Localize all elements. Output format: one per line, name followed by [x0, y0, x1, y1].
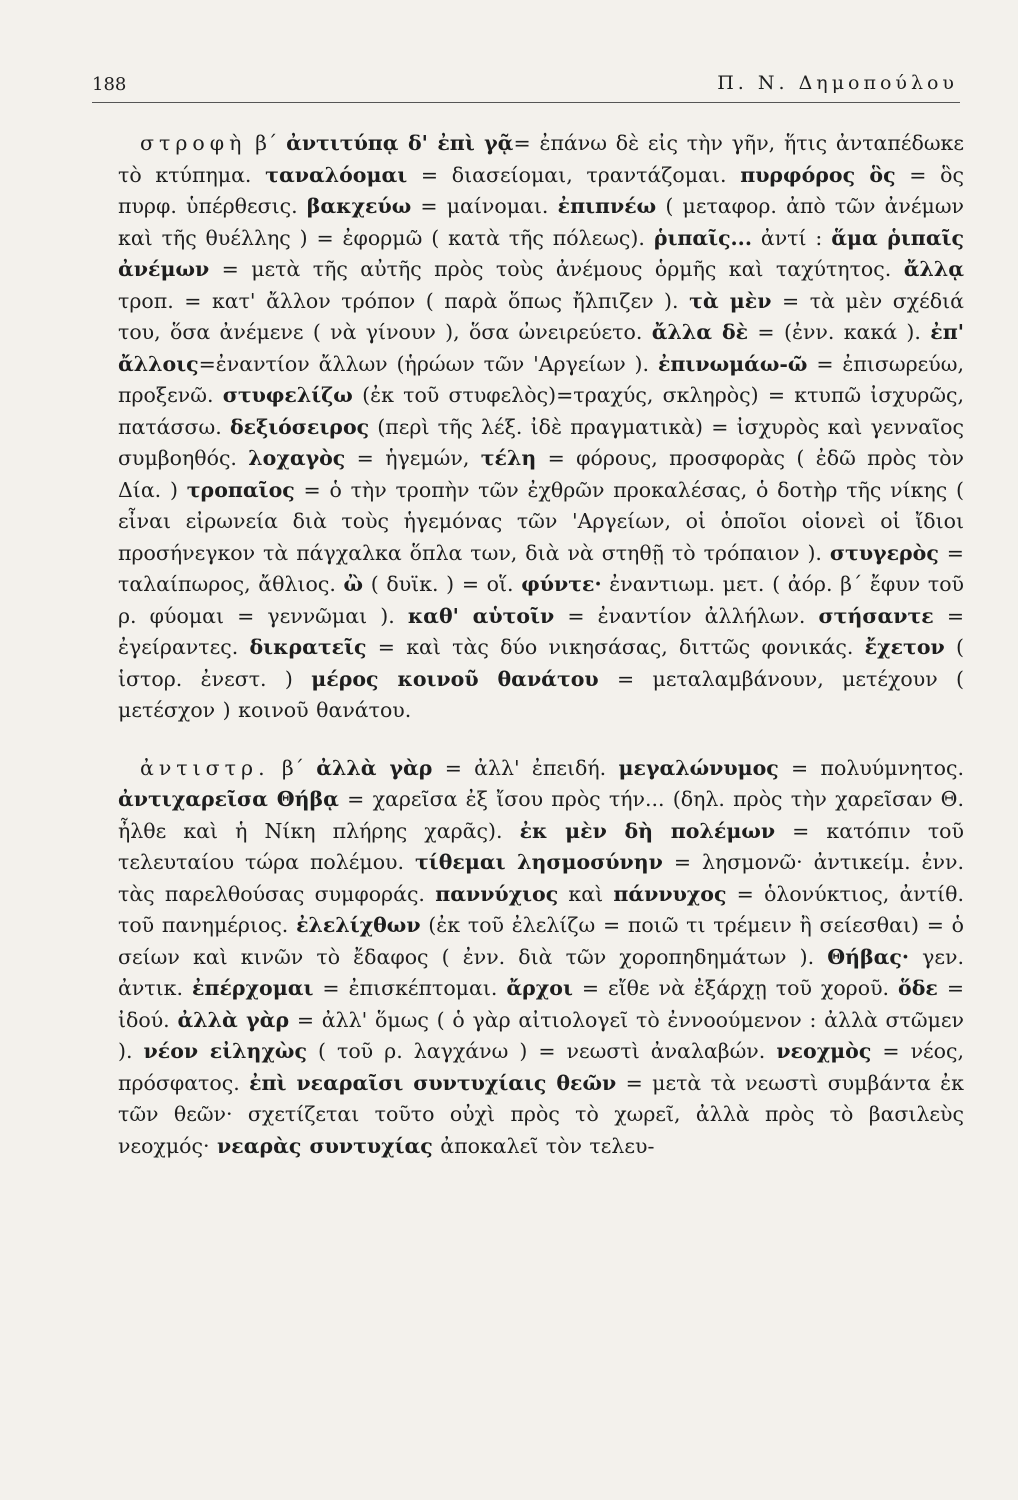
lemma-term: πυρφόρος ὃς	[740, 162, 896, 187]
lemma-term: ἅμα ῥιπαῖς ἀνέμων	[118, 225, 964, 281]
lemma-term: ἐπινωμάω-ῶ	[657, 351, 808, 376]
lemma-term: καθ' αὑτοῖν	[407, 603, 555, 628]
lemma-term: ἄρχοι	[506, 976, 573, 1000]
gloss-text: = ἐπισωρεύω, προξενῶ.	[118, 351, 964, 407]
gloss-text: = μετὰ τὰ νεωστὶ συμβάντα ἐκ τῶν θεῶν· σχετίζεται τοῦτο οὐχὶ πρὸς τὸ χωρεῖ, ἀλλὰ πρὸς τὸ βασιλεὺς νεοχμός·	[118, 1070, 964, 1158]
gloss-text: = καὶ τὰς δύο νικησάσας, διττῶς φονικάς.	[366, 635, 865, 659]
lemma-term: δεξιόσειρος	[229, 414, 370, 439]
gloss-text: γεν. ἀντικ.	[118, 944, 964, 1000]
gloss-text: (περὶ τῆς λέξ. ἰδὲ πραγματικὰ) = ἰσχυρὸς καὶ γενναῖος συμβοηθός.	[118, 414, 964, 470]
page-number: 188	[92, 74, 127, 95]
gloss-text: = μεταλαμβάνουν, μετέχουν ( μετέσχον ) κοινοῦ θανάτου.	[118, 666, 965, 722]
lemma-term: νέον εἰληχὼς	[143, 1039, 307, 1063]
gloss-text: ( ἱστορ. ἐνεστ. )	[118, 635, 964, 691]
lemma-term: στήσαντε	[818, 603, 934, 628]
gloss-text: = ἐπισκέπτομαι.	[313, 976, 507, 1000]
gloss-text: = εἴθε νὰ ἐξάρχῃ τοῦ χοροῦ.	[572, 976, 899, 1000]
gloss-text: = λησμονῶ· ἀντικείμ. ἐνν. τὰς παρελθούσας συμφοράς.	[118, 850, 964, 906]
gloss-text: =ἐναντίον ἄλλων (ἡρώων τῶν 'Αργείων ).	[198, 351, 658, 376]
gloss-text: ( τοῦ ρ. λαγχάνω ) = νεωστὶ ἀναλαβών.	[306, 1039, 777, 1063]
lemma-term: ὅδε	[898, 976, 938, 1000]
lemma-term: ὢ	[343, 572, 364, 596]
lemma-term: ἀλλὰ γὰρ	[316, 755, 433, 780]
gloss-text: = χαρεῖσα ἐξ ἴσου πρὸς τήν... (δηλ. πρὸς τὴν χαρεῖσαν Θ. ἦλθε καὶ ἡ Νίκη πλήρης χαρᾶς).	[118, 787, 964, 843]
gloss-text: ( δυϊκ. ) = οἵ.	[363, 572, 522, 596]
gloss-text: = μετὰ τῆς αὐτῆς πρὸς τοὺς ἀνέμους ὁρμῆς καὶ ταχύτητος.	[209, 257, 904, 281]
lemma-term: μεγαλώνυμος	[618, 755, 779, 780]
lemma-term: ἐπέρχομαι	[192, 976, 314, 1000]
lemma-term: νεαρὰς συντυχίας	[217, 1133, 433, 1158]
gloss-text: = ἐναντίον ἀλλήλων.	[554, 603, 819, 628]
lemma-term: ἀλλὰ γὰρ	[177, 1007, 290, 1032]
running-title: Π. Ν. Δημοπούλου	[717, 72, 958, 94]
gloss-text: = ἀλλ' ἐπειδή.	[432, 755, 619, 780]
lemma-term: ἐπὶ νεαραῖσι συντυχίαις θεῶν	[249, 1070, 617, 1095]
gloss-text: (ἐκ τοῦ στυφελὸς)=τραχύς, σκληρὸς) = κτυπῶ ἰσχυρῶς, πατάσσω.	[118, 383, 964, 439]
lemma-term: στυγερὸς	[829, 540, 939, 565]
gloss-text: = ὃς πυρφ. ὑπέρθεσις.	[118, 162, 964, 218]
lemma-term: ἐκ μὲν δὴ πολέμων	[519, 818, 776, 843]
gloss-text: = ὁ τὴν τροπὴν τῶν ἐχθρῶν προκαλέσας, ὁ δοτὴρ τῆς νίκης ( εἶναι εἰρωνεία διὰ τοὺς ἡγεμόνας τῶν 'Αργείων, οἱ ὁποῖοι οἱονεὶ οἱ ἴδιοι προσήνεγκον τὰ πάγχαλκα ὅπλα των, διὰ νὰ στηθῇ τὸ τρόπαιον ).	[118, 477, 964, 565]
gloss-text: = ἡγεμών,	[345, 446, 481, 470]
gloss-text: = κατόπιν τοῦ τελευταίου τώρα πολέμου.	[118, 818, 964, 874]
gloss-text: = ταλαίπωρος, ἄθλιος.	[118, 540, 964, 596]
section-label: ἀντιστρ.	[140, 755, 270, 780]
page-header	[92, 66, 960, 103]
lemma-term: λοχαγὸς	[248, 446, 346, 470]
gloss-text: = ἰδού.	[118, 976, 965, 1032]
paragraph-strophe	[118, 128, 964, 727]
gloss-text: = (ἐνν. κακά ).	[748, 320, 931, 344]
section-label: στροφὴ	[140, 131, 247, 155]
lemma-term: τὰ μὲν	[689, 288, 772, 313]
gloss-text: = νέος, πρόσφατος.	[118, 1039, 964, 1095]
lemma-term: ἔχετον	[864, 635, 945, 659]
gloss-text: (ἐκ τοῦ ἐλελίζω = ποιῶ τι τρέμειν ἢ σείεσθαι) = ὁ σείων καὶ κινῶν τὸ ἔδαφος ( ἐνν. διὰ τῶν χοροπηδημάτων ).	[118, 913, 964, 969]
lemma-term: νεοχμὸς	[776, 1039, 872, 1063]
lemma-term: ἄλλᾳ	[903, 257, 964, 281]
lemma-term: ἐλελίχθων	[296, 913, 421, 937]
lemma-term: ἀντιχαρεῖσα Θήβᾳ	[118, 787, 339, 811]
lemma-term: ῥιπαῖς...	[653, 225, 752, 250]
gloss-text: ( μεταφορ. ἀπὸ τῶν ἀνέμων καὶ τῆς θυέλλης ) = ἐφορμῶ ( κατὰ τῆς πόλεως).	[118, 194, 964, 250]
lemma-term: πάννυχος	[613, 881, 727, 906]
lemma-term: βακχεύω	[306, 194, 412, 218]
commentary-text	[118, 128, 964, 1162]
lemma-term: μέρος κοινοῦ θανάτου	[311, 666, 599, 691]
lemma-term: φύντε·	[521, 572, 602, 596]
lemma-term: Θήβας·	[827, 944, 910, 969]
paragraph-antistrophe	[118, 753, 964, 1163]
lemma-term: τροπαῖος	[186, 477, 295, 502]
lemma-term: τίθεμαι λησμοσύνην	[414, 850, 663, 874]
gloss-text: ἀποκαλεῖ τὸν τελευ-	[432, 1133, 655, 1158]
gloss-text: τροπ. = κατ' ἄλλον τρόπον ( παρὰ ὅπως ἤλπιζεν ).	[118, 288, 690, 313]
lemma-term: ἐπιπνέω	[557, 194, 657, 218]
gloss-text: = μαίνομαι.	[411, 194, 558, 218]
gloss-text: = ἐπάνω δὲ εἰς τὴν γῆν, ἥτις ἀνταπέδωκε τὸ κτύπημα.	[118, 131, 964, 187]
gloss-text: = διασείομαι, τραντάζομαι.	[407, 162, 741, 187]
lemma-term: ἀντιτύπᾳ δ' ἐπὶ γᾷ	[286, 131, 514, 155]
gloss-text: ἐναντιωμ. μετ. ( ἀόρ. β΄ ἔφυν τοῦ ρ. φύομαι = γεννῶμαι ).	[118, 572, 964, 628]
lemma-term: στυφελίζω	[222, 383, 353, 407]
gloss-text: = φόρους, προσφορὰς ( ἐδῶ πρὸς τὸν Δία. )	[118, 446, 965, 502]
lemma-term: ταναλόομαι	[265, 162, 408, 187]
lemma-term: τέλη	[480, 446, 537, 470]
gloss-text: ἀντί :	[751, 225, 832, 250]
lemma-term: παννύχιος	[435, 881, 559, 906]
lemma-term: ἐπ' ἄλλοις	[118, 320, 964, 376]
gloss-text: = πολυύμνητος.	[778, 755, 964, 780]
gloss-text: = ἐγείραντες.	[118, 603, 965, 659]
gloss-text: β΄	[246, 131, 287, 155]
gloss-text: = τὰ μὲν σχέδιά του, ὅσα ἀνέμενε ( νὰ γίνουν ), ὅσα ὠνειρεύετο.	[118, 288, 964, 344]
lemma-term: ἄλλα δὲ	[651, 320, 749, 344]
gloss-text: β΄	[269, 755, 317, 780]
lemma-term: δικρατεῖς	[249, 635, 367, 659]
gloss-text: = ἀλλ' ὅμως ( ὁ γὰρ αἰτιολογεῖ τὸ ἐννοούμενον : ἀλλὰ στῶμεν ).	[118, 1007, 964, 1063]
gloss-text: καὶ	[558, 881, 614, 906]
gloss-text: = ὁλονύκτιος, ἀντίθ. τοῦ πανημέριος.	[118, 881, 964, 937]
